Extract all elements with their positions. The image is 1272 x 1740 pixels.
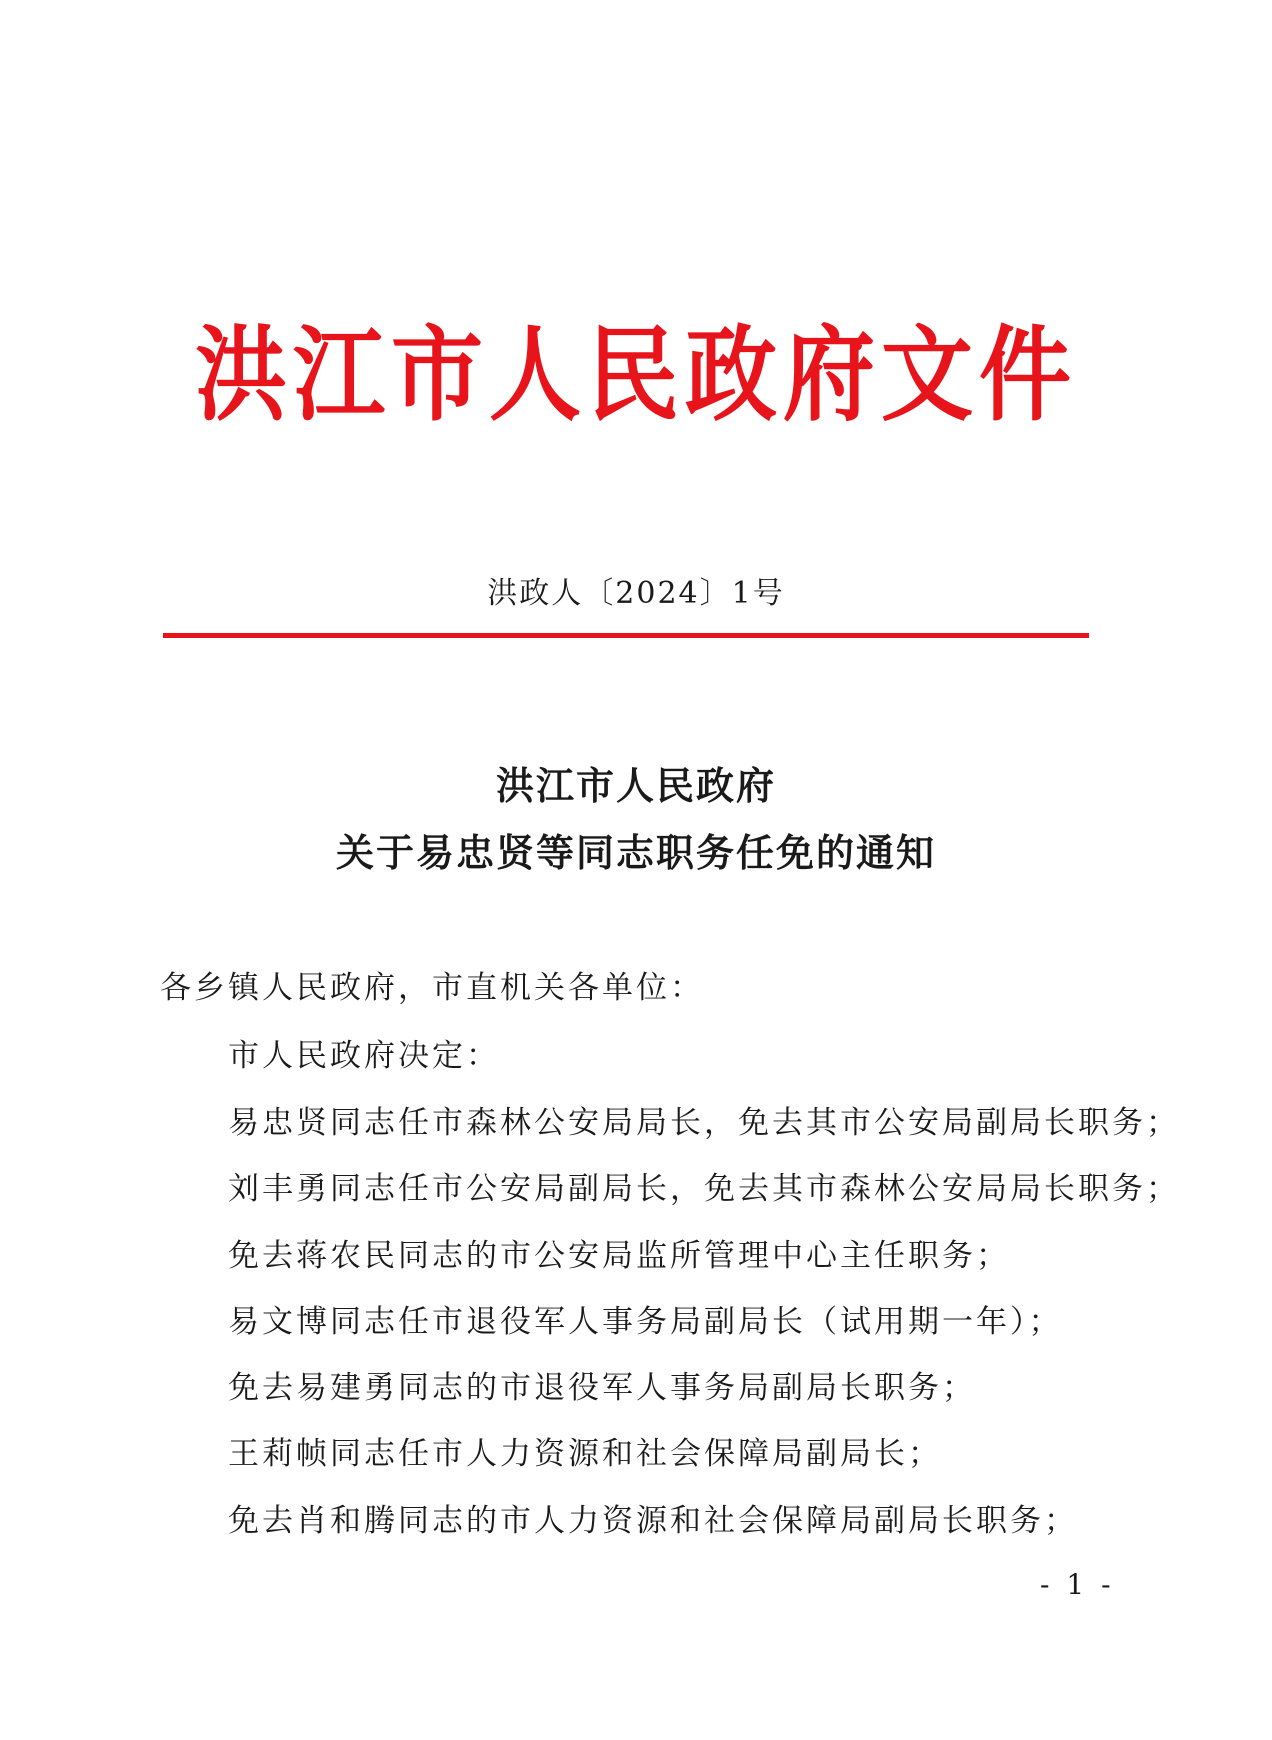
appointment-item: 王莉帧同志任市人力资源和社会保障局副局长； bbox=[228, 1436, 942, 1472]
notice-title-issuer: 洪江市人民政府 bbox=[495, 764, 776, 808]
red-divider-line bbox=[163, 633, 1089, 638]
document-number: 洪政人〔2024〕1号 bbox=[487, 576, 785, 611]
salutation: 各乡镇人民政府，市直机关各单位： bbox=[160, 970, 704, 1006]
page-number: - 1 - bbox=[1040, 1568, 1115, 1601]
appointment-item: 免去肖和腾同志的市人力资源和社会保障局副局长职务； bbox=[228, 1503, 1078, 1539]
appointment-item: 易忠贤同志任市森林公安局局长，免去其市公安局副局长职务； bbox=[228, 1105, 1180, 1141]
decision-intro: 市人民政府决定： bbox=[228, 1038, 500, 1074]
appointment-item: 易文博同志任市退役军人事务局副局长（试用期一年）； bbox=[228, 1304, 1063, 1340]
document-header-title: 洪江市人民政府文件 bbox=[194, 315, 1077, 436]
appointment-item: 免去蒋农民同志的市公安局监所管理中心主任职务； bbox=[228, 1238, 1010, 1274]
appointment-item: 刘丰勇同志任市公安局副局长，免去其市森林公安局局长职务； bbox=[228, 1171, 1180, 1207]
notice-title-subject: 关于易忠贤等同志职务任免的通知 bbox=[335, 831, 936, 875]
appointment-item: 免去易建勇同志的市退役军人事务局副局长职务； bbox=[228, 1370, 976, 1406]
